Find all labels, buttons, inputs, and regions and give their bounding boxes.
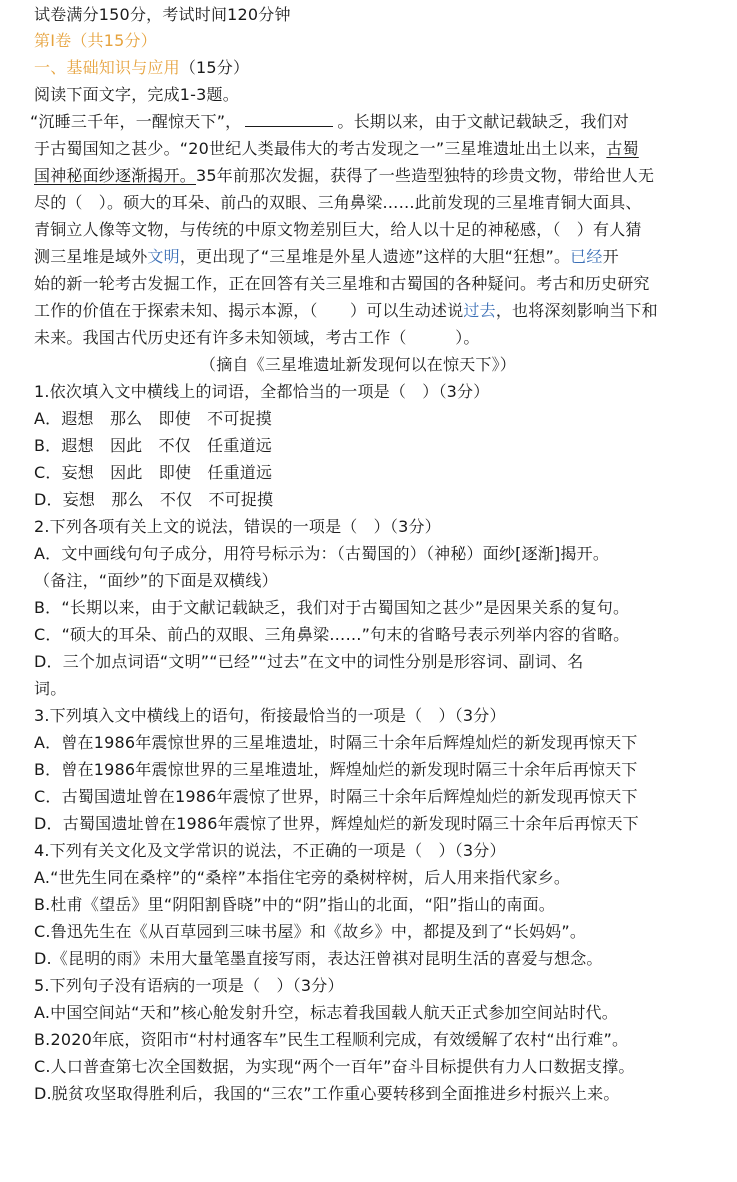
passage-text: 。长期以来，由于文献记载缺乏，我们对 <box>337 112 629 131</box>
passage-line <box>34 136 639 162</box>
option-line: B.杜甫《望岳》里“阴阳割昏晓”中的“阴”指山的北面，“阳”指山的南面。 <box>34 895 555 914</box>
exam-info: 试卷满分150分，考试时间120分钟 <box>34 5 291 24</box>
option-line: C.人口普查第七次全国数据，为实现“两个一百年”奋斗目标提供有力人口数据支撑。 <box>34 1057 635 1076</box>
section-points: （15分） <box>179 58 250 77</box>
option-line: A.“世先生同在桑梓”的“桑梓”本指住宅旁的桑树梓树，后人用来指代家乡。 <box>34 868 571 887</box>
passage-text: 于古蜀国知之甚少。“20世纪人类最伟大的考古发现之一”三星堆遗址出土以来， <box>34 139 607 158</box>
dotted-word: 过去 <box>463 301 496 320</box>
passage-line: 尽的（ ）。硕大的耳朵、前凸的双眼、三角鼻梁……此前发现的三星堆青铜大面具、 <box>34 193 642 212</box>
passage-text: “沉睡三千年，一醒惊天下”， <box>30 112 242 131</box>
section-heading <box>34 55 249 81</box>
passage-line: 青铜立人像等文物，与传统的中原文物差别巨大，给人以十足的神秘感，（ ）有人猜 <box>34 220 642 239</box>
option-line: D.脱贫攻坚取得胜利后，我国的“三农”工作重心要转移到全面推进乡村振兴上来。 <box>34 1084 620 1103</box>
passage-source: （摘自《三星堆遗址新发现何以在惊天下》） <box>200 355 517 374</box>
option-line: D．古蜀国遗址曾在1986年震惊了世界，辉煌灿烂的新发现时隔三十余年后再惊天下 <box>34 814 639 833</box>
option-line: D．三个加点词语“文明”“已经”“过去”在文中的词性分别是形容词、副词、名 <box>34 652 584 671</box>
passage-text: 工作的价值在于探索未知、揭示本源，（ ）可以生动述说 <box>34 301 464 320</box>
option-line: C．古蜀国遗址曾在1986年震惊了世界，时隔三十余年后辉煌灿烂的新发现再惊天下 <box>34 787 638 806</box>
option-line: C．妄想 因此 即使 任重道远 <box>34 463 273 482</box>
underlined-sentence: 国神秘面纱逐渐揭开。 <box>34 166 197 185</box>
option-line: C．“硕大的耳朵、前凸的双眼、三角鼻梁……”句末的省略号表示列举内容的省略。 <box>34 625 630 644</box>
passage-line <box>34 244 619 270</box>
fill-blank <box>245 110 333 127</box>
option-line-cont: 词。 <box>34 679 67 698</box>
section-title: 一、基础知识与应用 <box>34 58 180 77</box>
option-note: （备注，“面纱”的下面是双横线） <box>34 571 278 590</box>
question-line: 2.下列各项有关上文的说法，错误的一项是（ ）（3分） <box>34 517 441 536</box>
passage-line <box>30 109 629 135</box>
option-line: B．遐想 因此 不仅 任重道远 <box>34 436 272 455</box>
option-line: D.《昆明的雨》未用大量笔墨直接写雨，表达汪曾祺对昆明生活的喜爱与想念。 <box>34 949 603 968</box>
option-line: A．文中画线句句子成分，用符号标示为：（古蜀国的）（神秘）面纱[逐渐]揭开。 <box>34 544 610 563</box>
passage-text: ，也将深刻影响当下和 <box>495 301 658 320</box>
passage-text: ，更出现了“三星堆是外星人遗迹”这样的大胆“狂想”。 <box>179 247 571 266</box>
question-line: 3.下列填入文中横线上的语句，衔接最恰当的一项是（ ）（3分） <box>34 706 506 725</box>
passage-line <box>34 298 658 324</box>
dotted-word: 文明 <box>147 247 180 266</box>
question-line: 4.下列有关文化及文学常识的说法，不正确的一项是（ ）（3分） <box>34 841 506 860</box>
option-line: C.鲁迅先生在《从百草园到三味书屋》和《故乡》中，都提及到了“长妈妈”。 <box>34 922 587 941</box>
option-line: A.中国空间站“天和”核心舱发射升空，标志着我国载人航天正式参加空间站时代。 <box>34 1003 618 1022</box>
passage-text: 开 <box>602 247 619 266</box>
question-line: 5.下列句子没有语病的一项是（ ）（3分） <box>34 976 344 995</box>
option-line: D．妄想 那么 不仅 不可捉摸 <box>34 490 274 509</box>
volume-title: 第Ⅰ卷（共15分） <box>34 31 157 50</box>
dotted-word: 已经 <box>570 247 603 266</box>
option-line: A．曾在1986年震惊世界的三星堆遗址，时隔三十余年后辉煌灿烂的新发现再惊天下 <box>34 733 638 752</box>
option-line: B．曾在1986年震惊世界的三星堆遗址，辉煌灿烂的新发现时隔三十余年后再惊天下 <box>34 760 638 779</box>
question-line: 1.依次填入文中横线上的词语，全都恰当的一项是（ ）（3分） <box>34 382 490 401</box>
option-line: A．遐想 那么 即使 不可捉摸 <box>34 409 272 428</box>
passage-text: 测三星堆是域外 <box>34 247 148 266</box>
option-line: B．“长期以来，由于文献记载缺乏，我们对于古蜀国知之甚少”是因果关系的复句。 <box>34 598 630 617</box>
passage-line: 始的新一轮考古发掘工作，正在回答有关三星堆和古蜀国的各种疑问。考古和历史研究 <box>34 274 650 293</box>
passage-line <box>34 163 654 189</box>
instruction: 阅读下面文字，完成1-3题。 <box>34 85 239 104</box>
underlined-sentence: 古蜀 <box>606 139 639 158</box>
option-line: B.2020年底，资阳市“村村通客车”民生工程顺利完成，有效缓解了农村“出行难”。 <box>34 1030 629 1049</box>
passage-text: 35年前那次发掘，获得了一些造型独特的珍贵文物，带给世人无 <box>196 166 655 185</box>
passage-line: 未来。我国古代历史还有许多未知领域，考古工作（ ）。 <box>34 328 480 347</box>
